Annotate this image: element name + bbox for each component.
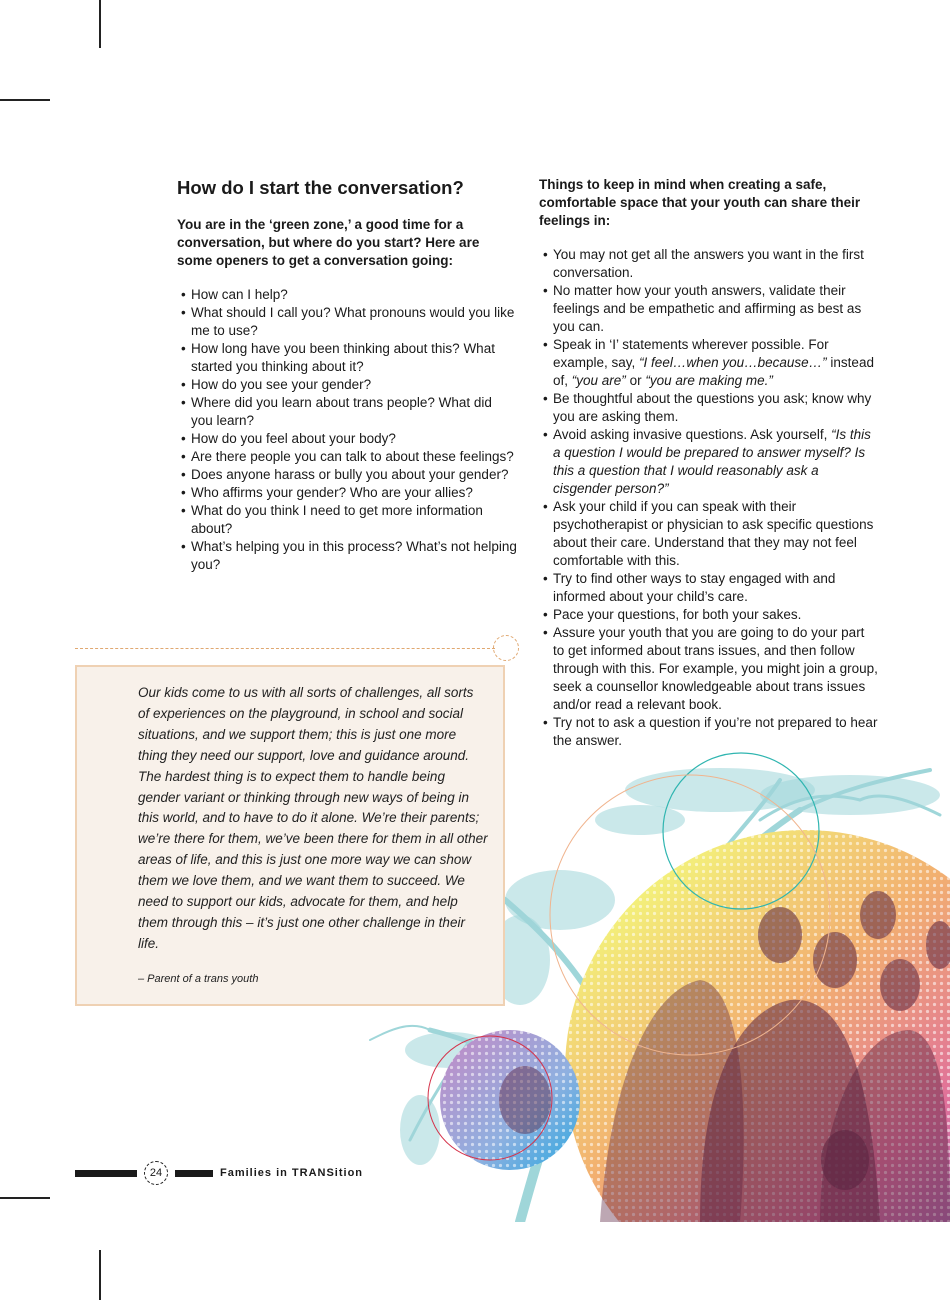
left-intro: You are in the ‘green zone,’ a good time for a conversation, but where do you start? Here are some openers to get a conversation going: (177, 217, 480, 268)
list-item: • Try not to ask a question if you’re not prepared to hear the answer. (543, 714, 879, 750)
tip-text: Speak in ‘I’ statements wherever possible. For example, say, (553, 337, 829, 370)
list-item: • Who affirms your gender? Who are your allies? (181, 484, 517, 502)
list-item: • You may not get all the answers you want in the first conversation. (543, 246, 879, 282)
list-item: • How can I help? (181, 286, 517, 304)
tip-text: Avoid asking invasive questions. Ask yourself, (553, 427, 828, 442)
tip-example: “you are making me.” (645, 373, 773, 388)
list-item: • No matter how your youth answers, validate their feelings and be empathetic and affirming as best as you can. (543, 282, 879, 336)
tip-text: or (629, 373, 642, 388)
list-item (543, 426, 879, 498)
list-item: • Try to find other ways to stay engaged with and informed about your child’s care. (543, 570, 879, 606)
dashed-circle (493, 635, 519, 661)
quote-text: Our kids come to us with all sorts of challenges, all sorts of experiences on the playground, in school and social situations, and we support them; this is just one more thing they need our support, love and guidance around. The hardest thing is to expect them to handle being gender variant or thinking through new ways of being in this world, and to have to do it alone. We’re their parents; we’re there for them, we’ve been there for them in all other areas of life, and this is just one more way we can show them we love them, and we want them to succeed. We need to support our kids, advocate for them, and help them through this – it’s just one other challenge in their life. (138, 685, 488, 951)
tip-example: “I feel…when you…because…” (639, 355, 827, 370)
dashed-divider (75, 648, 495, 649)
right-column (539, 176, 879, 750)
list-item: • What should I call you? What pronouns would you like me to use? (181, 304, 517, 340)
list-item: • Does anyone harass or bully you about your gender? (181, 466, 517, 484)
list-item: • How do you feel about your body? (181, 430, 517, 448)
tip-example: “Is this a question I would be prepared to answer myself? Is this a question that I would reasonably ask a cisgender person?” (553, 427, 871, 496)
opener-questions-list (177, 286, 517, 574)
footer-bar-left (75, 1170, 137, 1177)
tip-example: “you are” (571, 373, 626, 388)
tips-list (539, 246, 879, 750)
list-item: • How long have you been thinking about this? What started you thinking about it? (181, 340, 517, 376)
page-number: 24 (144, 1161, 168, 1185)
list-item: • Assure your youth that you are going to do your part to get informed about trans issues, and then follow through with this. For example, you might join a group, seek a counsellor knowledgeable about trans issues and/or read a relevant book. (543, 624, 879, 714)
left-column (177, 176, 517, 574)
list-item: • Pace your questions, for both your sakes. (543, 606, 879, 624)
page-title: How do I start the conversation? (177, 177, 464, 198)
list-item: • Be thoughtful about the questions you ask; know why you are asking them. (543, 390, 879, 426)
list-item: • What do you think I need to get more information about? (181, 502, 517, 538)
list-item: • How do you see your gender? (181, 376, 517, 394)
publication-title: Families in TRANSition (220, 1167, 364, 1179)
list-item: • What’s helping you in this process? What’s not helping you? (181, 538, 517, 574)
tip-text: instead of, (553, 355, 874, 388)
list-item: • Are there people you can talk to about these feelings? (181, 448, 517, 466)
footer-bar-right (175, 1170, 213, 1177)
quote-attribution: – Parent of a trans youth (138, 973, 259, 985)
list-item: • Where did you learn about trans people? What did you learn? (181, 394, 517, 430)
quote-box (75, 665, 505, 1006)
list-item (543, 336, 879, 390)
list-item: • Ask your child if you can speak with their psychotherapist or physician to ask specific questions about their care. Understand that they may not feel comfortable with this. (543, 498, 879, 570)
right-intro: Things to keep in mind when creating a safe, comfortable space that your youth can share their feelings in: (539, 177, 861, 228)
